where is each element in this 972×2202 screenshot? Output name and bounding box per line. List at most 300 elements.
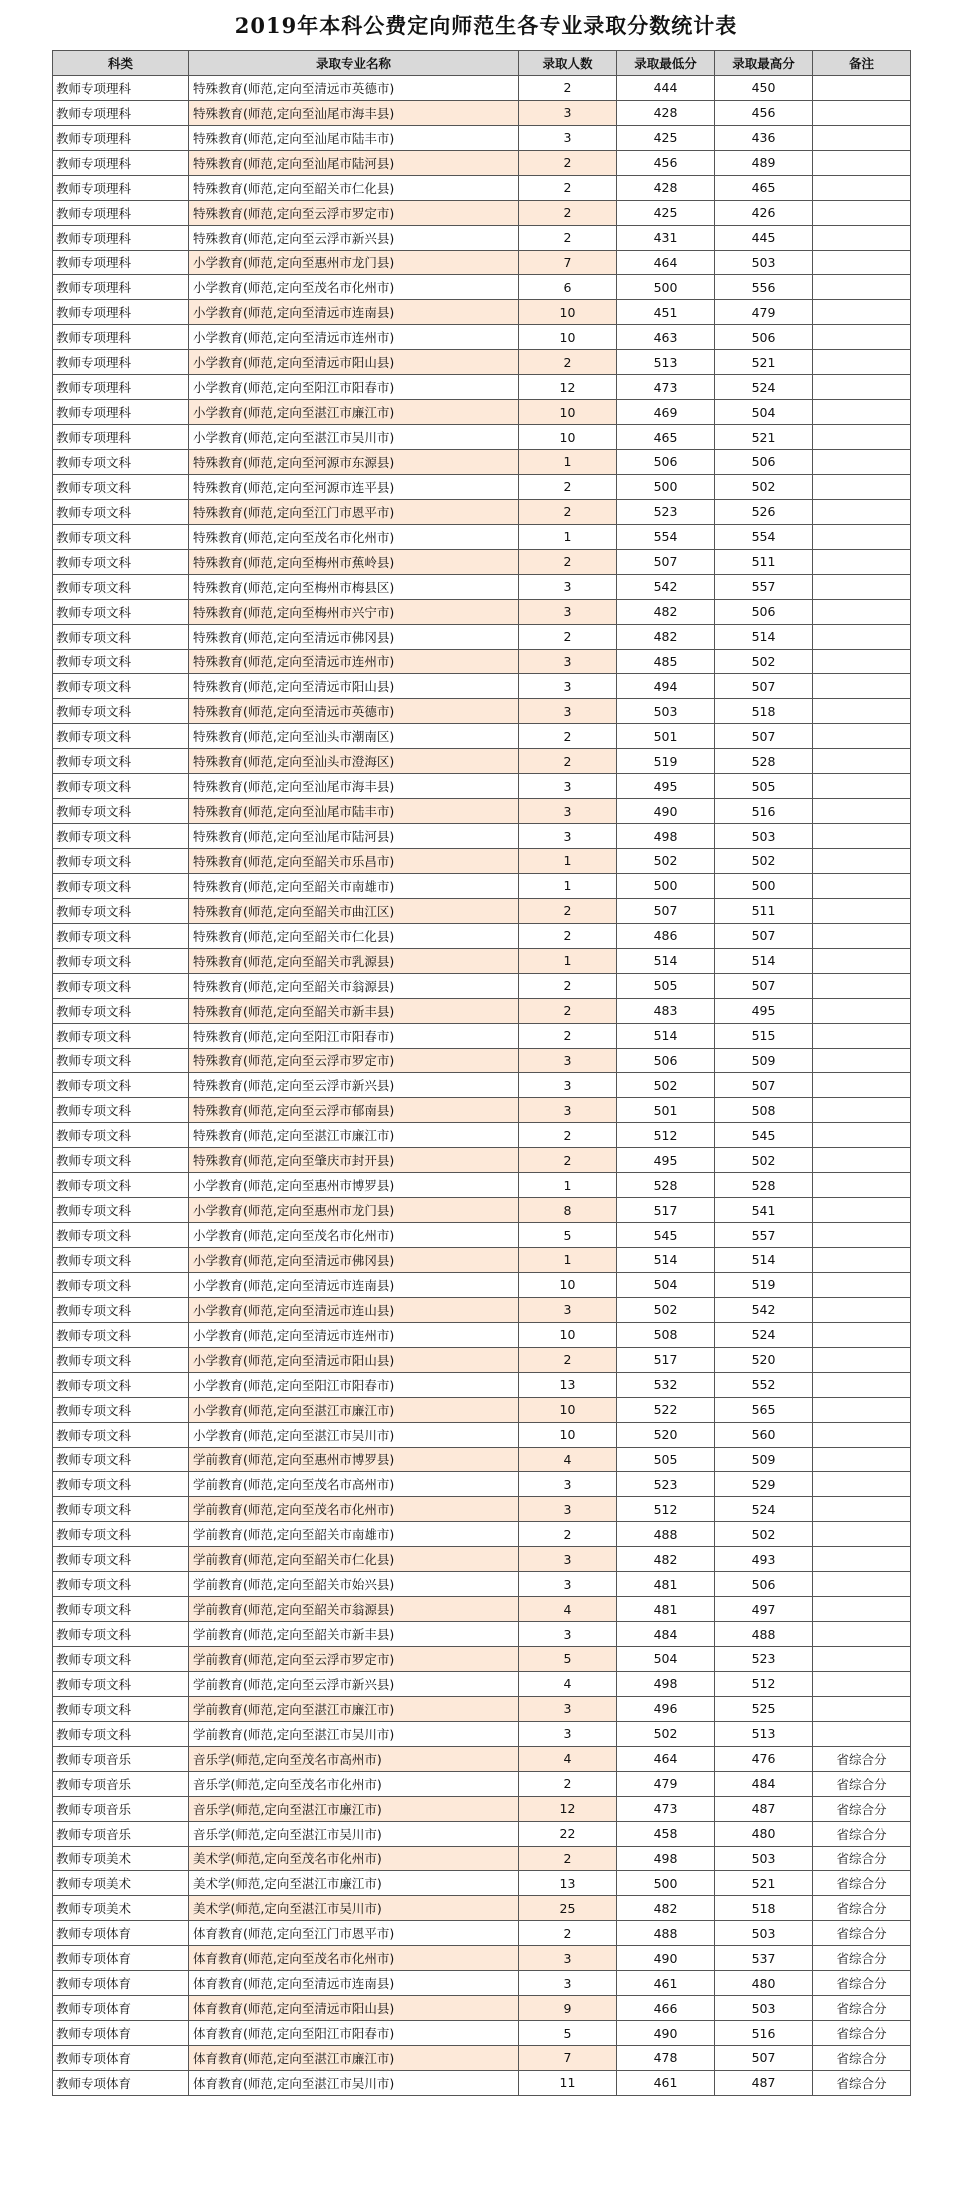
cell-remarks: [813, 499, 911, 524]
cell-remarks: [813, 973, 911, 998]
cell-admitted-count: 3: [519, 799, 617, 824]
cell-min-score: 512: [617, 1497, 715, 1522]
cell-category: 教师专项理科: [53, 275, 189, 300]
table-row: [53, 1921, 911, 1946]
cell-min-score: 522: [617, 1397, 715, 1422]
table-row: [53, 799, 911, 824]
cell-major-name: 特殊教育(师范,定向至清远市阳山县): [189, 674, 519, 699]
cell-category: 教师专项美术: [53, 1896, 189, 1921]
cell-remarks: 省综合分: [813, 2021, 911, 2046]
cell-major-name: 学前教育(师范,定向至韶关市仁化县): [189, 1547, 519, 1572]
cell-category: 教师专项文科: [53, 1696, 189, 1721]
cell-admitted-count: 10: [519, 400, 617, 425]
table-row: [53, 649, 911, 674]
cell-category: 教师专项文科: [53, 1048, 189, 1073]
cell-max-score: 503: [715, 1921, 813, 1946]
cell-category: 教师专项文科: [53, 998, 189, 1023]
cell-min-score: 428: [617, 175, 715, 200]
cell-major-name: 音乐学(师范,定向至湛江市吴川市): [189, 1821, 519, 1846]
cell-admitted-count: 1: [519, 849, 617, 874]
cell-admitted-count: 5: [519, 2021, 617, 2046]
cell-admitted-count: 3: [519, 599, 617, 624]
cell-admitted-count: 2: [519, 624, 617, 649]
cell-category: 教师专项美术: [53, 1871, 189, 1896]
table-row: [53, 1023, 911, 1048]
cell-admitted-count: 3: [519, 1971, 617, 1996]
table-row: [53, 1347, 911, 1372]
cell-remarks: [813, 674, 911, 699]
cell-max-score: 506: [715, 325, 813, 350]
cell-admitted-count: 3: [519, 1497, 617, 1522]
table-row: [53, 1671, 911, 1696]
cell-admitted-count: 10: [519, 300, 617, 325]
table-row: [53, 250, 911, 275]
cell-max-score: 554: [715, 524, 813, 549]
cell-max-score: 506: [715, 1572, 813, 1597]
cell-category: 教师专项文科: [53, 1248, 189, 1273]
cell-admitted-count: 1: [519, 948, 617, 973]
cell-max-score: 479: [715, 300, 813, 325]
cell-max-score: 528: [715, 1173, 813, 1198]
cell-category: 教师专项音乐: [53, 1771, 189, 1796]
cell-remarks: 省综合分: [813, 1746, 911, 1771]
cell-major-name: 特殊教育(师范,定向至韶关市新丰县): [189, 998, 519, 1023]
cell-min-score: 496: [617, 1696, 715, 1721]
table-row: [53, 325, 911, 350]
table-row: [53, 749, 911, 774]
cell-remarks: [813, 948, 911, 973]
cell-max-score: 557: [715, 574, 813, 599]
cell-admitted-count: 6: [519, 275, 617, 300]
cell-major-name: 小学教育(师范,定向至清远市佛冈县): [189, 1248, 519, 1273]
cell-min-score: 428: [617, 100, 715, 125]
table-row: [53, 724, 911, 749]
cell-category: 教师专项文科: [53, 599, 189, 624]
cell-major-name: 特殊教育(师范,定向至韶关市曲江区): [189, 898, 519, 923]
cell-max-score: 507: [715, 674, 813, 699]
cell-major-name: 小学教育(师范,定向至惠州市龙门县): [189, 1198, 519, 1223]
cell-min-score: 520: [617, 1422, 715, 1447]
cell-admitted-count: 10: [519, 1322, 617, 1347]
table-row: [53, 1946, 911, 1971]
cell-admitted-count: 2: [519, 1522, 617, 1547]
table-row: [53, 1272, 911, 1297]
cell-category: 教师专项美术: [53, 1846, 189, 1871]
cell-min-score: 507: [617, 549, 715, 574]
cell-major-name: 音乐学(师范,定向至茂名市高州市): [189, 1746, 519, 1771]
cell-admitted-count: 2: [519, 749, 617, 774]
table-row: [53, 1896, 911, 1921]
cell-remarks: [813, 699, 911, 724]
cell-max-score: 509: [715, 1048, 813, 1073]
cell-max-score: 525: [715, 1696, 813, 1721]
cell-admitted-count: 3: [519, 1946, 617, 1971]
cell-major-name: 特殊教育(师范,定向至江门市恩平市): [189, 499, 519, 524]
cell-max-score: 524: [715, 1497, 813, 1522]
table-row: [53, 2070, 911, 2095]
cell-admitted-count: 10: [519, 425, 617, 450]
table-row: [53, 1248, 911, 1273]
cell-remarks: [813, 1497, 911, 1522]
table-row: [53, 1148, 911, 1173]
cell-remarks: [813, 125, 911, 150]
table-row: [53, 1123, 911, 1148]
cell-remarks: [813, 549, 911, 574]
cell-min-score: 507: [617, 898, 715, 923]
cell-major-name: 美术学(师范,定向至茂名市化州市): [189, 1846, 519, 1871]
cell-admitted-count: 2: [519, 549, 617, 574]
cell-admitted-count: 5: [519, 1647, 617, 1672]
cell-remarks: [813, 175, 911, 200]
cell-remarks: [813, 1422, 911, 1447]
cell-category: 教师专项文科: [53, 1223, 189, 1248]
cell-major-name: 特殊教育(师范,定向至梅州市梅县区): [189, 574, 519, 599]
cell-remarks: [813, 649, 911, 674]
cell-remarks: [813, 250, 911, 275]
table-row: [53, 1497, 911, 1522]
table-row: [53, 275, 911, 300]
cell-category: 教师专项体育: [53, 2021, 189, 2046]
table-row: [53, 2021, 911, 2046]
cell-admitted-count: 13: [519, 1372, 617, 1397]
cell-category: 教师专项理科: [53, 300, 189, 325]
cell-major-name: 体育教育(师范,定向至清远市阳山县): [189, 1996, 519, 2021]
cell-max-score: 484: [715, 1771, 813, 1796]
cell-remarks: [813, 898, 911, 923]
table-row: [53, 75, 911, 100]
table-row: [53, 1871, 911, 1896]
cell-category: 教师专项文科: [53, 1422, 189, 1447]
cell-min-score: 482: [617, 599, 715, 624]
cell-remarks: [813, 400, 911, 425]
cell-category: 教师专项文科: [53, 574, 189, 599]
cell-min-score: 479: [617, 1771, 715, 1796]
table-row: [53, 499, 911, 524]
cell-admitted-count: 3: [519, 100, 617, 125]
cell-min-score: 465: [617, 425, 715, 450]
cell-max-score: 523: [715, 1647, 813, 1672]
cell-min-score: 498: [617, 1671, 715, 1696]
cell-category: 教师专项体育: [53, 1921, 189, 1946]
cell-major-name: 特殊教育(师范,定向至清远市英德市): [189, 699, 519, 724]
cell-category: 教师专项文科: [53, 1622, 189, 1647]
table-row: [53, 1996, 911, 2021]
cell-admitted-count: 2: [519, 1921, 617, 1946]
cell-max-score: 520: [715, 1347, 813, 1372]
cell-min-score: 494: [617, 674, 715, 699]
cell-remarks: [813, 425, 911, 450]
cell-min-score: 498: [617, 1846, 715, 1871]
cell-remarks: [813, 1048, 911, 1073]
cell-category: 教师专项文科: [53, 1647, 189, 1672]
cell-category: 教师专项体育: [53, 2070, 189, 2095]
cell-category: 教师专项文科: [53, 1123, 189, 1148]
cell-remarks: [813, 1073, 911, 1098]
cell-admitted-count: 10: [519, 1422, 617, 1447]
cell-min-score: 514: [617, 948, 715, 973]
cell-max-score: 456: [715, 100, 813, 125]
cell-major-name: 学前教育(师范,定向至茂名市化州市): [189, 1497, 519, 1522]
header-major-name: 录取专业名称: [189, 51, 519, 76]
cell-category: 教师专项文科: [53, 1721, 189, 1746]
cell-major-name: 特殊教育(师范,定向至韶关市乳源县): [189, 948, 519, 973]
cell-remarks: [813, 1647, 911, 1672]
cell-max-score: 516: [715, 799, 813, 824]
cell-admitted-count: 2: [519, 200, 617, 225]
cell-max-score: 503: [715, 824, 813, 849]
table-row: [53, 200, 911, 225]
cell-min-score: 458: [617, 1821, 715, 1846]
cell-category: 教师专项理科: [53, 250, 189, 275]
cell-category: 教师专项文科: [53, 923, 189, 948]
cell-major-name: 学前教育(师范,定向至湛江市吴川市): [189, 1721, 519, 1746]
cell-admitted-count: 3: [519, 649, 617, 674]
cell-category: 教师专项理科: [53, 75, 189, 100]
cell-admitted-count: 3: [519, 1547, 617, 1572]
cell-max-score: 514: [715, 624, 813, 649]
cell-major-name: 特殊教育(师范,定向至韶关市翁源县): [189, 973, 519, 998]
cell-major-name: 特殊教育(师范,定向至云浮市郁南县): [189, 1098, 519, 1123]
cell-min-score: 512: [617, 1123, 715, 1148]
cell-category: 教师专项文科: [53, 1098, 189, 1123]
cell-max-score: 495: [715, 998, 813, 1023]
cell-min-score: 485: [617, 649, 715, 674]
cell-max-score: 511: [715, 898, 813, 923]
table-row: [53, 1696, 911, 1721]
cell-major-name: 小学教育(师范,定向至清远市连山县): [189, 1297, 519, 1322]
cell-remarks: [813, 1372, 911, 1397]
header-max-score: 录取最高分: [715, 51, 813, 76]
cell-admitted-count: 2: [519, 499, 617, 524]
cell-major-name: 体育教育(师范,定向至湛江市廉江市): [189, 2046, 519, 2071]
table-row: [53, 1397, 911, 1422]
cell-category: 教师专项文科: [53, 1497, 189, 1522]
cell-major-name: 学前教育(师范,定向至茂名市高州市): [189, 1472, 519, 1497]
cell-admitted-count: 22: [519, 1821, 617, 1846]
cell-category: 教师专项理科: [53, 325, 189, 350]
cell-remarks: 省综合分: [813, 1771, 911, 1796]
cell-category: 教师专项文科: [53, 674, 189, 699]
cell-max-score: 524: [715, 1322, 813, 1347]
cell-major-name: 小学教育(师范,定向至茂名市化州市): [189, 275, 519, 300]
cell-admitted-count: 2: [519, 350, 617, 375]
cell-min-score: 502: [617, 1297, 715, 1322]
cell-min-score: 431: [617, 225, 715, 250]
cell-major-name: 美术学(师范,定向至湛江市廉江市): [189, 1871, 519, 1896]
cell-min-score: 425: [617, 125, 715, 150]
cell-min-score: 503: [617, 699, 715, 724]
cell-admitted-count: 2: [519, 175, 617, 200]
cell-category: 教师专项文科: [53, 774, 189, 799]
cell-max-score: 476: [715, 1746, 813, 1771]
table-row: [53, 300, 911, 325]
cell-min-score: 451: [617, 300, 715, 325]
cell-remarks: [813, 1472, 911, 1497]
table-row: [53, 1622, 911, 1647]
table-row: [53, 1198, 911, 1223]
cell-remarks: [813, 1547, 911, 1572]
cell-major-name: 特殊教育(师范,定向至阳江市阳春市): [189, 1023, 519, 1048]
cell-major-name: 小学教育(师范,定向至惠州市龙门县): [189, 250, 519, 275]
cell-min-score: 469: [617, 400, 715, 425]
cell-max-score: 515: [715, 1023, 813, 1048]
cell-min-score: 528: [617, 1173, 715, 1198]
table-row: [53, 150, 911, 175]
table-row: [53, 1771, 911, 1796]
cell-admitted-count: 2: [519, 1846, 617, 1871]
cell-min-score: 463: [617, 325, 715, 350]
cell-min-score: 482: [617, 1896, 715, 1921]
cell-remarks: [813, 1248, 911, 1273]
cell-max-score: 507: [715, 923, 813, 948]
cell-category: 教师专项文科: [53, 1073, 189, 1098]
cell-category: 教师专项文科: [53, 499, 189, 524]
cell-remarks: [813, 824, 911, 849]
cell-min-score: 501: [617, 1098, 715, 1123]
cell-major-name: 特殊教育(师范,定向至韶关市仁化县): [189, 923, 519, 948]
cell-remarks: [813, 923, 911, 948]
cell-min-score: 483: [617, 998, 715, 1023]
cell-max-score: 502: [715, 474, 813, 499]
cell-category: 教师专项文科: [53, 1023, 189, 1048]
cell-remarks: [813, 624, 911, 649]
cell-remarks: [813, 150, 911, 175]
cell-remarks: [813, 724, 911, 749]
cell-admitted-count: 1: [519, 524, 617, 549]
cell-remarks: [813, 749, 911, 774]
cell-max-score: 507: [715, 2046, 813, 2071]
cell-category: 教师专项理科: [53, 175, 189, 200]
cell-category: 教师专项文科: [53, 898, 189, 923]
header-min-score: 录取最低分: [617, 51, 715, 76]
table-row: [53, 1746, 911, 1771]
table-row: [53, 699, 911, 724]
cell-min-score: 500: [617, 873, 715, 898]
cell-max-score: 542: [715, 1297, 813, 1322]
cell-min-score: 502: [617, 1721, 715, 1746]
table-row: [53, 1547, 911, 1572]
cell-min-score: 508: [617, 1322, 715, 1347]
cell-max-score: 503: [715, 250, 813, 275]
cell-max-score: 518: [715, 699, 813, 724]
cell-max-score: 503: [715, 1996, 813, 2021]
cell-min-score: 500: [617, 275, 715, 300]
cell-major-name: 小学教育(师范,定向至清远市阳山县): [189, 1347, 519, 1372]
cell-admitted-count: 3: [519, 699, 617, 724]
cell-min-score: 466: [617, 1996, 715, 2021]
cell-category: 教师专项文科: [53, 524, 189, 549]
cell-min-score: 513: [617, 350, 715, 375]
cell-major-name: 特殊教育(师范,定向至茂名市化州市): [189, 524, 519, 549]
cell-remarks: 省综合分: [813, 1946, 911, 1971]
cell-max-score: 507: [715, 724, 813, 749]
cell-remarks: [813, 200, 911, 225]
cell-category: 教师专项文科: [53, 1272, 189, 1297]
cell-remarks: [813, 849, 911, 874]
cell-major-name: 小学教育(师范,定向至惠州市博罗县): [189, 1173, 519, 1198]
cell-min-score: 488: [617, 1522, 715, 1547]
cell-min-score: 514: [617, 1023, 715, 1048]
cell-max-score: 497: [715, 1597, 813, 1622]
cell-admitted-count: 3: [519, 1696, 617, 1721]
cell-max-score: 537: [715, 1946, 813, 1971]
cell-remarks: [813, 1223, 911, 1248]
cell-remarks: [813, 998, 911, 1023]
cell-category: 教师专项文科: [53, 1198, 189, 1223]
cell-min-score: 490: [617, 1946, 715, 1971]
cell-major-name: 学前教育(师范,定向至惠州市博罗县): [189, 1447, 519, 1472]
cell-admitted-count: 2: [519, 1123, 617, 1148]
table-row: [53, 1647, 911, 1672]
admission-score-table: [52, 50, 911, 2096]
cell-admitted-count: 2: [519, 75, 617, 100]
cell-major-name: 特殊教育(师范,定向至韶关市乐昌市): [189, 849, 519, 874]
cell-category: 教师专项音乐: [53, 1821, 189, 1846]
cell-remarks: [813, 450, 911, 475]
cell-admitted-count: 4: [519, 1746, 617, 1771]
cell-max-score: 502: [715, 1148, 813, 1173]
cell-remarks: 省综合分: [813, 1896, 911, 1921]
cell-max-score: 504: [715, 400, 813, 425]
cell-max-score: 521: [715, 1871, 813, 1896]
cell-min-score: 504: [617, 1272, 715, 1297]
cell-max-score: 500: [715, 873, 813, 898]
cell-max-score: 521: [715, 425, 813, 450]
cell-remarks: 省综合分: [813, 1921, 911, 1946]
cell-max-score: 528: [715, 749, 813, 774]
cell-category: 教师专项文科: [53, 1447, 189, 1472]
cell-admitted-count: 1: [519, 873, 617, 898]
cell-remarks: [813, 1098, 911, 1123]
cell-min-score: 486: [617, 923, 715, 948]
cell-max-score: 502: [715, 649, 813, 674]
cell-remarks: 省综合分: [813, 1871, 911, 1896]
cell-remarks: [813, 1397, 911, 1422]
cell-max-score: 505: [715, 774, 813, 799]
cell-category: 教师专项文科: [53, 1522, 189, 1547]
cell-category: 教师专项文科: [53, 699, 189, 724]
cell-max-score: 545: [715, 1123, 813, 1148]
cell-remarks: [813, 524, 911, 549]
cell-max-score: 507: [715, 973, 813, 998]
table-row: [53, 624, 911, 649]
table-row: [53, 873, 911, 898]
table-row: [53, 1173, 911, 1198]
cell-admitted-count: 3: [519, 1472, 617, 1497]
cell-major-name: 学前教育(师范,定向至云浮市新兴县): [189, 1671, 519, 1696]
cell-major-name: 小学教育(师范,定向至清远市连州市): [189, 1322, 519, 1347]
cell-admitted-count: 3: [519, 774, 617, 799]
cell-max-score: 514: [715, 948, 813, 973]
cell-admitted-count: 2: [519, 898, 617, 923]
cell-admitted-count: 3: [519, 1721, 617, 1746]
cell-min-score: 464: [617, 250, 715, 275]
cell-category: 教师专项文科: [53, 799, 189, 824]
cell-admitted-count: 3: [519, 824, 617, 849]
cell-category: 教师专项文科: [53, 873, 189, 898]
cell-min-score: 500: [617, 1871, 715, 1896]
cell-major-name: 特殊教育(师范,定向至汕尾市陆河县): [189, 150, 519, 175]
cell-category: 教师专项文科: [53, 474, 189, 499]
cell-category: 教师专项文科: [53, 1547, 189, 1572]
cell-remarks: 省综合分: [813, 2070, 911, 2095]
table-row: [53, 948, 911, 973]
table-row: [53, 1422, 911, 1447]
cell-major-name: 特殊教育(师范,定向至汕头市潮南区): [189, 724, 519, 749]
cell-category: 教师专项体育: [53, 1946, 189, 1971]
table-row: [53, 1223, 911, 1248]
cell-admitted-count: 3: [519, 1622, 617, 1647]
